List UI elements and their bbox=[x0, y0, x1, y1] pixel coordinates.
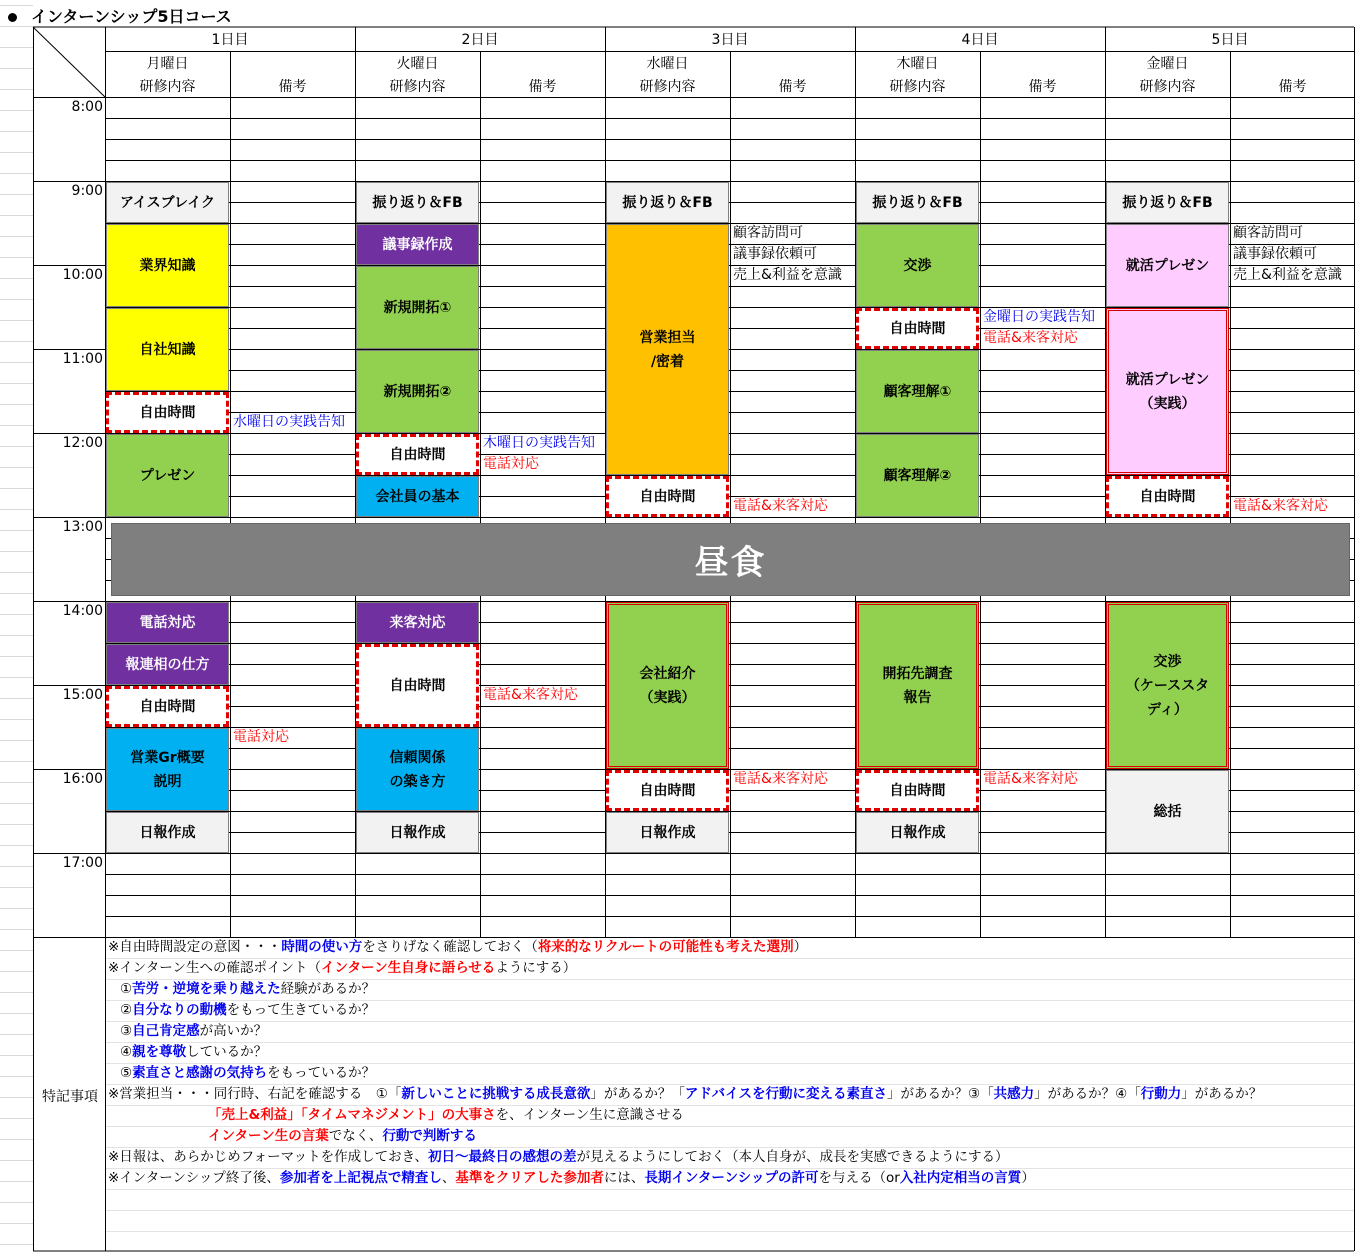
special-note-text: でなく、 bbox=[328, 1128, 383, 1144]
content-column-header: 研修内容 bbox=[139, 79, 196, 95]
remark-note: 木曜日の実践告知 bbox=[483, 435, 595, 451]
special-note-text: 苦労・逆境を乗り越えた bbox=[132, 981, 281, 997]
special-note-text: ※日報は、あらかじめフォーマットを作成しておき、 bbox=[108, 1149, 429, 1165]
activity-block: 自由時間 bbox=[1106, 476, 1229, 517]
activity-block: 電話対応 bbox=[106, 602, 229, 643]
activity-block: 日報作成 bbox=[356, 812, 479, 853]
special-note-text: 基準をクリアした参加者 bbox=[455, 1170, 604, 1186]
special-note-text: ※インターン生への確認ポイント（ bbox=[108, 960, 322, 976]
special-note-line bbox=[120, 979, 375, 1000]
time-label: 14:00 bbox=[62, 603, 103, 619]
special-note-text: をもって生きているか？ bbox=[226, 1002, 376, 1018]
special-note-line bbox=[108, 937, 807, 958]
special-note-text: ② bbox=[120, 1002, 133, 1018]
remark-note: 金曜日の実践告知 bbox=[983, 309, 1095, 325]
special-note-line bbox=[108, 1168, 1035, 1189]
special-note-text: ようにする） bbox=[495, 960, 577, 976]
activity-block: 振り返り＆FB bbox=[356, 182, 479, 223]
lunch-banner: 昼食 bbox=[111, 523, 1350, 596]
activity-block: 交渉 （ケーススタ ディ） bbox=[1106, 602, 1229, 769]
special-note-text: を、インターン生に意識させる bbox=[495, 1107, 684, 1123]
remark-note: 電話&来客対応 bbox=[733, 771, 828, 787]
activity-block: 交渉 bbox=[856, 224, 979, 307]
special-note-line bbox=[120, 1000, 375, 1021]
special-note-text: 経験があるか？ bbox=[280, 981, 376, 997]
time-label: 9:00 bbox=[71, 183, 103, 199]
remark-note: 議事録依頼可 bbox=[1233, 246, 1317, 262]
special-note-text: 」があるか？ bbox=[1181, 1086, 1263, 1102]
remark-note: 顧客訪問可 bbox=[1233, 225, 1303, 241]
special-note-text: をさりげなく確認しておく（ bbox=[362, 939, 538, 955]
activity-block: プレゼン bbox=[106, 434, 229, 517]
remark-note: 電話対応 bbox=[233, 729, 289, 745]
special-note-line bbox=[208, 1105, 684, 1126]
time-label: 16:00 bbox=[62, 771, 103, 787]
activity-block: 報連相の仕方 bbox=[106, 644, 229, 685]
remark-note: 電話&来客対応 bbox=[733, 498, 828, 514]
activity-block: 日報作成 bbox=[606, 812, 729, 853]
activity-block: 総括 bbox=[1106, 770, 1229, 853]
special-note-text: 」があるか？④「 bbox=[1034, 1086, 1141, 1102]
activity-block: 自由時間 bbox=[106, 392, 229, 433]
special-note-text: 、 bbox=[441, 1170, 456, 1186]
content-column-header: 研修内容 bbox=[1139, 79, 1196, 95]
special-note-line bbox=[108, 958, 576, 979]
special-note-text: ※インターンシップ終了後、 bbox=[108, 1170, 280, 1186]
activity-block: 自由時間 bbox=[606, 770, 729, 811]
content-column-header: 研修内容 bbox=[389, 79, 446, 95]
activity-block: 自由時間 bbox=[356, 644, 479, 727]
special-note-text: 自分なりの動機 bbox=[132, 1002, 227, 1018]
remark-note: 顧客訪問可 bbox=[733, 225, 803, 241]
header-diagonal bbox=[33, 27, 105, 97]
special-note-text: ① bbox=[120, 981, 133, 997]
special-note-text: が高いか？ bbox=[199, 1023, 268, 1039]
activity-block: 自由時間 bbox=[356, 434, 479, 475]
activity-block: アイスブレイク bbox=[106, 182, 229, 223]
time-label: 11:00 bbox=[62, 351, 103, 367]
time-label: 10:00 bbox=[62, 267, 103, 283]
activity-block: 議事録作成 bbox=[356, 224, 479, 265]
notes-column-header: 備考 bbox=[528, 79, 557, 95]
weekday-header: 月曜日 bbox=[146, 56, 189, 72]
remark-note: 売上&利益を意識 bbox=[733, 267, 842, 283]
activity-block: 業界知識 bbox=[106, 224, 229, 307]
special-note-text: 初日～最終日の感想の差 bbox=[428, 1149, 577, 1165]
special-note-text: 行動で判断する bbox=[382, 1128, 477, 1144]
special-note-text: 行動力 bbox=[1140, 1086, 1182, 1102]
bullet-icon bbox=[8, 13, 17, 22]
activity-block: 日報作成 bbox=[106, 812, 229, 853]
remark-note: 売上&利益を意識 bbox=[1233, 267, 1342, 283]
special-note-text: アドバイスを行動に変える素直さ bbox=[684, 1086, 888, 1102]
schedule-title bbox=[8, 4, 232, 27]
remark-note: 電話&来客対応 bbox=[983, 330, 1078, 346]
activity-block: 信頼関係 の築き方 bbox=[356, 728, 479, 811]
day-header: 4日目 bbox=[961, 32, 999, 48]
special-note-line bbox=[120, 1021, 267, 1042]
day-header: 2日目 bbox=[461, 32, 499, 48]
activity-block: 自由時間 bbox=[856, 308, 979, 349]
activity-block: 自由時間 bbox=[856, 770, 979, 811]
activity-block: 就活プレゼン （実践） bbox=[1106, 308, 1229, 475]
special-note-text: 自己肯定感 bbox=[132, 1023, 200, 1039]
weekday-header: 水曜日 bbox=[646, 56, 689, 72]
remark-note: 電話対応 bbox=[483, 456, 539, 472]
activity-block: 自由時間 bbox=[606, 476, 729, 517]
activity-block: 日報作成 bbox=[856, 812, 979, 853]
weekday-header: 火曜日 bbox=[396, 56, 439, 72]
special-note-text: 共感力 bbox=[993, 1086, 1035, 1102]
activity-block: 振り返り＆FB bbox=[856, 182, 979, 223]
special-note-text: 」があるか？③「 bbox=[887, 1086, 994, 1102]
special-note-text: インターン生自身に語らせる bbox=[321, 960, 496, 976]
activity-block: 新規開拓① bbox=[356, 266, 479, 349]
special-note-text: 参加者を上記視点で精査し bbox=[279, 1170, 442, 1186]
special-note-text: を与える（or bbox=[818, 1170, 900, 1186]
special-note-line bbox=[208, 1126, 477, 1147]
day-header: 5日目 bbox=[1211, 32, 1249, 48]
content-column-header: 研修内容 bbox=[889, 79, 946, 95]
special-note-text: ③ bbox=[120, 1023, 133, 1039]
special-note-text: ） bbox=[793, 939, 808, 955]
activity-block: 会社紹介 （実践） bbox=[606, 602, 729, 769]
time-label: 17:00 bbox=[62, 855, 103, 871]
activity-block: 振り返り＆FB bbox=[606, 182, 729, 223]
special-note-text: 」があるか？「 bbox=[590, 1086, 685, 1102]
weekday-header: 金曜日 bbox=[1146, 56, 1189, 72]
remark-note: 電話&来客対応 bbox=[1233, 498, 1328, 514]
notes-column-header: 備考 bbox=[1028, 79, 1057, 95]
special-note-text: をもっているか？ bbox=[267, 1065, 376, 1081]
special-note-line bbox=[120, 1042, 267, 1063]
activity-block: 来客対応 bbox=[356, 602, 479, 643]
special-note-text: ※営業担当・・・同行時、右記を確認する ①「 bbox=[108, 1086, 402, 1102]
activity-block: 会社員の基本 bbox=[356, 476, 479, 517]
remark-note: 電話&来客対応 bbox=[483, 687, 578, 703]
activity-block: 営業担当 /密着 bbox=[606, 224, 729, 475]
activity-block: 開拓先調査 報告 bbox=[856, 602, 979, 769]
notes-column-header: 備考 bbox=[778, 79, 807, 95]
special-note-text: インターン生の言葉 bbox=[208, 1128, 329, 1144]
time-label: 8:00 bbox=[71, 99, 103, 115]
activity-block: 自由時間 bbox=[106, 686, 229, 727]
special-note-text: ⑤ bbox=[120, 1065, 133, 1081]
special-note-text: が見えるようにしておく（本人自身が、成長を実感できるようにする） bbox=[576, 1149, 1009, 1165]
day-header: 3日目 bbox=[711, 32, 749, 48]
activity-block: 顧客理解② bbox=[856, 434, 979, 517]
special-note-text: 「売上&利益」「タイムマネジメント」の大事さ bbox=[208, 1107, 496, 1123]
activity-block: 振り返り＆FB bbox=[1106, 182, 1229, 223]
special-note-text: ） bbox=[1021, 1170, 1035, 1186]
special-note-text: しているか？ bbox=[186, 1044, 268, 1060]
special-note-text: 素直さと感謝の気持ち bbox=[132, 1065, 268, 1081]
activity-block: 営業Gr概要 説明 bbox=[106, 728, 229, 811]
activity-block: 新規開拓② bbox=[356, 350, 479, 433]
special-note-line bbox=[120, 1063, 375, 1084]
special-note-text: ※自由時間設定の意図・・・ bbox=[108, 939, 282, 955]
special-note-text: には、 bbox=[603, 1170, 645, 1186]
day-header: 1日目 bbox=[211, 32, 249, 48]
special-note-text: 将来的なリクルートの可能性も考えた選別 bbox=[537, 939, 794, 955]
content-column-header: 研修内容 bbox=[639, 79, 696, 95]
time-label: 15:00 bbox=[62, 687, 103, 703]
activity-block: 就活プレゼン bbox=[1106, 224, 1229, 307]
title-text: インターンシップ5日コース bbox=[31, 7, 232, 26]
remark-note: 電話&来客対応 bbox=[983, 771, 1078, 787]
special-note-line bbox=[108, 1147, 1009, 1168]
activity-block: 自社知識 bbox=[106, 308, 229, 391]
special-note-line bbox=[108, 1084, 1262, 1105]
special-note-text: 入社内定相当の言質 bbox=[899, 1170, 1022, 1186]
remark-note: 議事録依頼可 bbox=[733, 246, 817, 262]
activity-block: 顧客理解① bbox=[856, 350, 979, 433]
special-notes-label: 特記事項 bbox=[42, 1089, 98, 1105]
weekday-header: 木曜日 bbox=[896, 56, 939, 72]
special-note-text: 長期インターンシップの許可 bbox=[644, 1170, 819, 1186]
time-label: 13:00 bbox=[62, 519, 103, 535]
notes-column-header: 備考 bbox=[278, 79, 307, 95]
notes-column-header: 備考 bbox=[1278, 79, 1307, 95]
remark-note: 水曜日の実践告知 bbox=[233, 414, 345, 430]
special-note-text: 親を尊敬 bbox=[132, 1044, 187, 1060]
special-note-text: ④ bbox=[120, 1044, 133, 1060]
special-note-text: 新しいことに挑戦する成長意欲 bbox=[401, 1086, 591, 1102]
special-note-text: 時間の使い方 bbox=[281, 939, 363, 955]
time-label: 12:00 bbox=[62, 435, 103, 451]
